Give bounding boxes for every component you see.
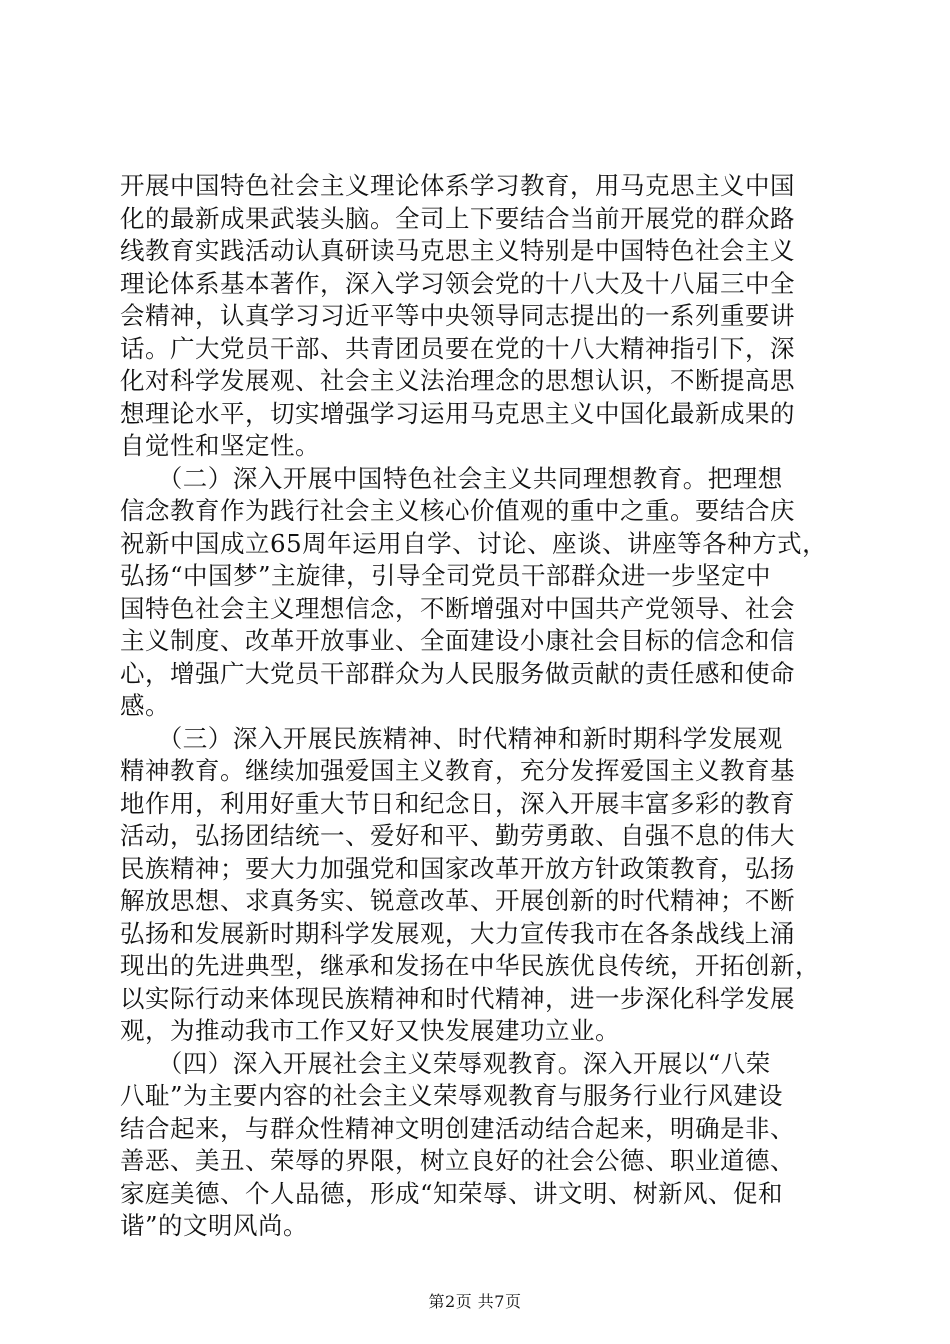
page-footer: 第2页 共7页 bbox=[428, 1292, 522, 1311]
text-line: 理论体系基本著作，深入学习领会党的十八大及十八届三中全 bbox=[120, 268, 795, 298]
text-line: （四）深入开展社会主义荣辱观教育。深入开展以“八荣 bbox=[120, 1048, 771, 1078]
text-line: 开展中国特色社会主义理论体系学习教育，用马克思主义中国 bbox=[120, 171, 795, 200]
text-line: 感。 bbox=[120, 691, 170, 720]
text-line: 弘扬“中国梦”主旋律，引导全司党员干部群众进一步坚定中 bbox=[120, 561, 772, 590]
text-line: 现出的先进典型，继承和发扬在中华民族优良传统，开拓创新， bbox=[120, 951, 820, 980]
text-line: 想理论水平，切实增强学习运用马克思主义中国化最新成果的 bbox=[120, 398, 795, 428]
text-line: 会精神，认真学习习近平等中央领导同志提出的一系列重要讲 bbox=[120, 301, 795, 330]
text-line: 弘扬和发展新时期科学发展观，大力宣传我市在各条战线上涌 bbox=[120, 918, 795, 948]
text-line: 解放思想、求真务实、锐意改革、开展创新的时代精神；不断 bbox=[120, 886, 795, 915]
text-line: 地作用，利用好重大节日和纪念日，深入开展丰富多彩的教育 bbox=[120, 788, 795, 818]
document-body bbox=[120, 170, 838, 1243]
text-line: 结合起来，与群众性精神文明创建活动结合起来，明确是非、 bbox=[120, 1113, 795, 1143]
text-line: 国特色社会主义理想信念，不断增强对中国共产党领导、社会 bbox=[120, 593, 795, 623]
text-line: 心，增强广大党员干部群众为人民服务做贡献的责任感和使命 bbox=[120, 658, 795, 688]
text-line: 话。广大党员干部、共青团员要在党的十八大精神指引下，深 bbox=[120, 333, 795, 363]
text-line: 线教育实践活动认真研读马克思主义特别是中国特色社会主义 bbox=[120, 236, 795, 265]
text-line: 家庭美德、个人品德，形成“知荣辱、讲文明、树新风、促和 bbox=[120, 1178, 784, 1208]
text-line: 以实际行动来体现民族精神和时代精神，进一步深化科学发展 bbox=[120, 983, 795, 1013]
text-line: 信念教育作为践行社会主义核心价值观的重中之重。要结合庆 bbox=[120, 496, 795, 525]
text-line: 化对科学发展观、社会主义法治理念的思想认识，不断提高思 bbox=[120, 366, 795, 395]
text-line: 善恶、美丑、荣辱的界限，树立良好的社会公德、职业道德、 bbox=[120, 1146, 795, 1175]
text-line: （三）深入开展民族精神、时代精神和新时期科学发展观 bbox=[120, 723, 783, 753]
text-line: 化的最新成果武装头脑。全司上下要结合当前开展党的群众路 bbox=[120, 203, 795, 233]
text-line: 谐”的文明风尚。 bbox=[120, 1211, 309, 1240]
text-line: 祝新中国成立65周年运用自学、讨论、座谈、讲座等各种方式， bbox=[120, 528, 828, 558]
text-line: 主义制度、改革开放事业、全面建设小康社会目标的信念和信 bbox=[120, 626, 795, 655]
text-line: 民族精神；要大力加强党和国家改革开放方针政策教育，弘扬 bbox=[120, 853, 795, 883]
text-line: 活动，弘扬团结统一、爱好和平、勤劳勇敢、自强不息的伟大 bbox=[120, 821, 795, 850]
text-line: 观，为推动我市工作又好又快发展建功立业。 bbox=[120, 1016, 620, 1045]
text-line: （二）深入开展中国特色社会主义共同理想教育。把理想 bbox=[120, 463, 783, 493]
text-line: 自觉性和坚定性。 bbox=[120, 431, 320, 460]
text-line: 精神教育。继续加强爱国主义教育，充分发挥爱国主义教育基 bbox=[120, 756, 795, 785]
text-line: 八耻”为主要内容的社会主义荣辱观教育与服务行业行风建设 bbox=[120, 1081, 784, 1110]
